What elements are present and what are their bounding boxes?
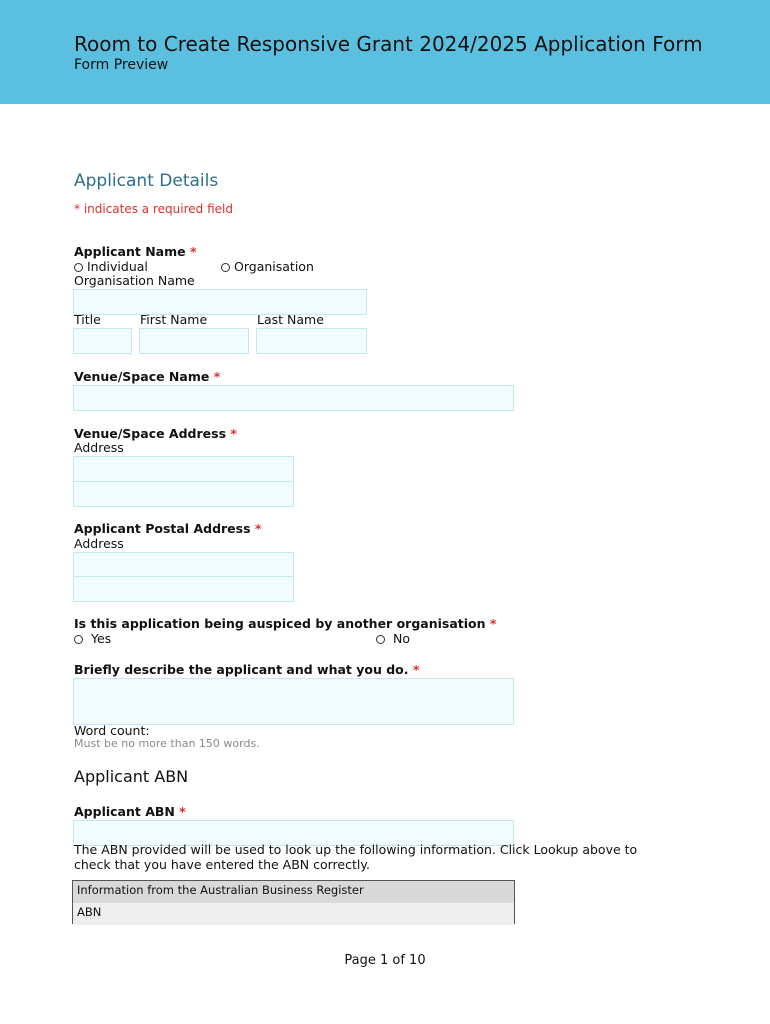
required-star: *: [412, 662, 420, 677]
abn-label-text: Applicant ABN: [74, 804, 175, 819]
radio-no-label: No: [392, 631, 410, 646]
venue-name-input[interactable]: [73, 385, 514, 411]
organisation-name-label: Organisation Name: [74, 273, 195, 288]
postal-address-line1-input[interactable]: [73, 552, 294, 578]
form-subtitle: Form Preview: [74, 57, 169, 73]
abn-label: [74, 804, 186, 819]
venue-name-label: [74, 369, 220, 384]
applicant-name-label: [74, 244, 197, 259]
required-note: * indicates a required field: [74, 202, 233, 216]
required-star: *: [179, 804, 186, 819]
radio-no[interactable]: [376, 631, 410, 646]
radio-circle-icon[interactable]: [74, 635, 83, 644]
postal-address-label: [74, 521, 261, 536]
required-star: *: [489, 616, 497, 631]
venue-name-label-text: Venue/Space Name: [74, 369, 210, 384]
section-heading-applicant-abn: Applicant ABN: [74, 767, 189, 786]
first-name-label: First Name: [140, 312, 208, 327]
page-number: Page 1 of 10: [344, 953, 426, 968]
applicant-name-label-text: Applicant Name: [74, 244, 186, 259]
radio-yes-label: Yes: [90, 631, 112, 646]
form-title: Room to Create Responsive Grant 2024/2025 Application Form: [74, 32, 703, 56]
radio-circle-icon[interactable]: [376, 635, 385, 644]
abn-info-line2: check that you have entered the ABN correctly.: [74, 857, 370, 872]
title-input[interactable]: [73, 328, 132, 354]
word-count-label: Word count:: [74, 723, 150, 738]
describe-label-text: Briefly describe the applicant and what you do.: [74, 662, 409, 677]
radio-organisation-label: Organisation: [234, 259, 314, 274]
title-label: Title: [74, 312, 101, 327]
word-limit-hint: Must be no more than 150 words.: [74, 737, 260, 750]
venue-address-label: [74, 426, 237, 441]
describe-textarea[interactable]: [73, 678, 514, 725]
auspiced-label: [74, 616, 496, 631]
venue-address-sublabel: Address: [74, 440, 124, 455]
last-name-label: Last Name: [257, 312, 324, 327]
form-header: [0, 0, 770, 104]
radio-individual[interactable]: [74, 259, 148, 274]
postal-address-line2-input[interactable]: [73, 576, 294, 602]
describe-label: [74, 662, 419, 677]
radio-individual-label: Individual: [87, 259, 148, 274]
required-star: *: [254, 521, 262, 536]
postal-address-sublabel: Address: [74, 536, 124, 551]
required-star: *: [230, 426, 237, 441]
section-heading-applicant-details: Applicant Details: [74, 171, 219, 191]
abn-info-line1: The ABN provided will be used to look up the following information. Click Lookup above to: [74, 842, 638, 857]
abr-info-table: [72, 880, 515, 924]
venue-address-label-text: Venue/Space Address: [74, 426, 227, 441]
required-star: *: [213, 369, 221, 384]
required-star: *: [189, 244, 197, 259]
venue-address-line2-input[interactable]: [73, 481, 294, 507]
abr-table-row-abn: ABN: [73, 903, 514, 925]
radio-organisation[interactable]: [221, 259, 314, 274]
postal-address-label-text: Applicant Postal Address: [74, 521, 251, 536]
last-name-input[interactable]: [256, 328, 367, 354]
radio-circle-icon[interactable]: [221, 263, 230, 272]
radio-circle-icon[interactable]: [74, 263, 83, 272]
venue-address-line1-input[interactable]: [73, 456, 294, 482]
radio-yes[interactable]: [74, 631, 111, 646]
abr-table-header: Information from the Australian Business Register: [73, 881, 514, 903]
first-name-input[interactable]: [139, 328, 249, 354]
auspiced-label-text: Is this application being auspiced by another organisation: [74, 616, 486, 631]
